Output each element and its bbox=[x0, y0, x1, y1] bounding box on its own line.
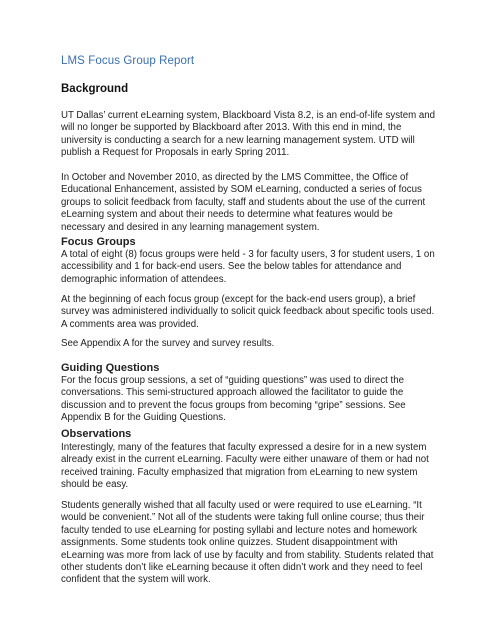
text-line: eLearning was more from lack of use by faculty and from stability. Students related that bbox=[61, 549, 434, 561]
text-line: eLearning system and about their needs to determine what features would be bbox=[61, 209, 393, 221]
text-line: will no longer be supported by Blackboard after 2013. With this end in mind, the bbox=[61, 122, 402, 134]
text-line: groups to solicit feedback from faculty, staff and students about the use of the current bbox=[61, 196, 426, 208]
text-line: discussion and to prevent the focus groups from becoming “gripe” sessions. See bbox=[61, 399, 406, 411]
text-line: At the beginning of each focus group (except for the back-end users group), a brief bbox=[61, 294, 416, 305]
observations-paragraph-1 bbox=[61, 442, 441, 492]
text-line: A comments area was provided. bbox=[61, 318, 199, 330]
focus-groups-paragraph-2 bbox=[61, 294, 441, 331]
background-paragraph-1 bbox=[61, 110, 441, 160]
text-line: Students generally wished that all faculty used or were required to use eLearning. “It bbox=[61, 500, 422, 511]
heading-observations: Observations bbox=[61, 428, 132, 440]
text-line: In October and November 2010, as directed by the LMS Committee, the Office of bbox=[61, 172, 409, 183]
text-line: Appendix B for the Guiding Questions. bbox=[61, 412, 226, 424]
report-title: LMS Focus Group Report bbox=[61, 55, 195, 67]
text-line: should be easy. bbox=[61, 479, 129, 491]
text-line: already exist in the current eLearning. Faculty were either unaware of them or had not bbox=[61, 454, 429, 466]
text-line: conversations. This semi-structured approach allowed the facilitator to guide the bbox=[61, 387, 404, 399]
text-line: demographic information of attendees. bbox=[61, 273, 227, 285]
background-paragraph-2 bbox=[61, 172, 441, 234]
text-line: confident that the system will work. bbox=[61, 574, 211, 586]
text-line: publish a Request for Proposals in early Spring 2011. bbox=[61, 147, 290, 159]
text-line: would be convenient.” Not all of the students were taking full online course; thus their bbox=[61, 512, 425, 524]
heading-background: Background bbox=[61, 83, 129, 95]
text-line: university is conducting a search for a new learning management system. UTD will bbox=[61, 134, 415, 146]
focus-groups-paragraph-1 bbox=[61, 249, 441, 286]
text-line: Interestingly, many of the features that faculty expressed a desire for in a new system bbox=[61, 442, 427, 453]
focus-groups-paragraph-3 bbox=[61, 338, 441, 350]
text-line: UT Dallas’ current eLearning system, Blackboard Vista 8.2, is an end-of-life system and bbox=[61, 110, 436, 121]
text-line: faculty tended to use eLearning for posting syllabi and lecture notes and homework bbox=[61, 524, 417, 536]
text-line: For the focus group sessions, a set of “guiding questions” was used to direct the bbox=[61, 375, 405, 386]
text-line: accessibility and 1 for back-end users. See the below tables for attendance and bbox=[61, 261, 402, 273]
text-line: other students don’t like eLearning because it often didn’t work and they need to feel bbox=[61, 562, 423, 574]
text-line: assignments. Some students took online quizzes. Student disappointment with bbox=[61, 537, 398, 549]
heading-guiding-questions: Guiding Questions bbox=[61, 362, 160, 374]
guiding-questions-paragraph-1 bbox=[61, 375, 441, 425]
observations-paragraph-2 bbox=[61, 500, 441, 587]
text-line: survey was administered individually to solicit quick feedback about specific tools used. bbox=[61, 306, 435, 318]
text-line: A total of eight (8) focus groups were held - 3 for faculty users, 3 for student users, 1 on bbox=[61, 249, 435, 260]
text-line: received training. Faculty emphasized that migration from eLearning to new system bbox=[61, 466, 418, 478]
text-line: Educational Enhancement, assisted by SOM eLearning, conducted a series of focus bbox=[61, 184, 422, 196]
text-line: See Appendix A for the survey and survey results. bbox=[61, 338, 275, 349]
heading-focus-groups: Focus Groups bbox=[61, 236, 136, 248]
text-line: necessary and desired in any learning management system. bbox=[61, 221, 320, 233]
